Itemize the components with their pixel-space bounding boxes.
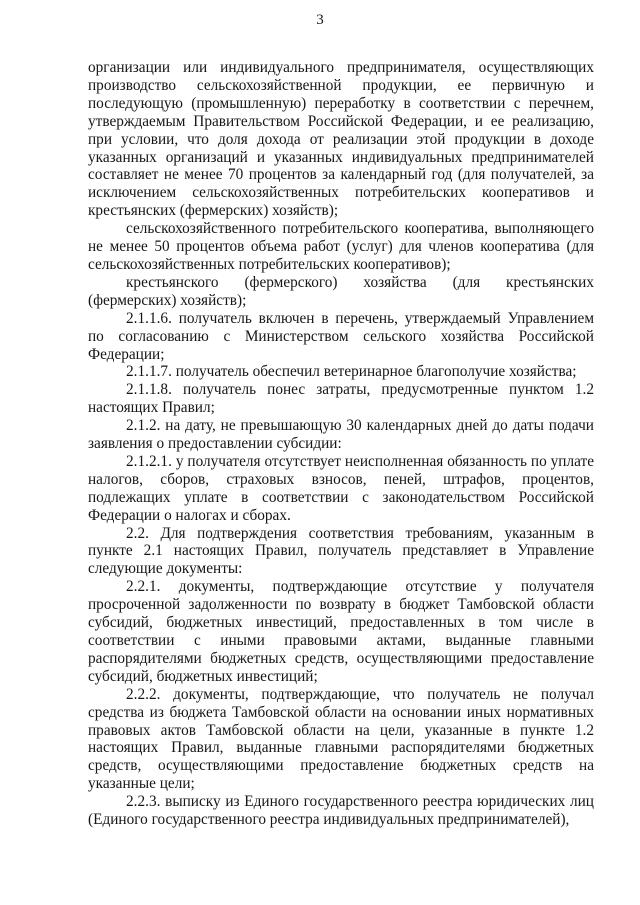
page-number: 3: [316, 12, 324, 28]
paragraph-2-2-2: 2.2.2. документы, подтверждающие, что получатель не получал средства из бюджета Тамбовской области на основании иных нормативных правовых актов Тамбовской области на цели, указанные в пункте 1.2 настоящих Правил, выданные главными распорядителями бюджетных средств, осуществляющими предоставление бюджетных средств на указанные цели;: [88, 685, 594, 793]
paragraph-2-2-3: 2.2.3. выписку из Единого государственного реестра юридических лиц (Единого государственного реестра индивидуальных предпринимателей),: [88, 793, 594, 829]
paragraph-2-2-1: 2.2.1. документы, подтверждающие отсутствие у получателя просроченной задолженности по возврату в бюджет Тамбовской области субсидий, бюджетных инвестиций, предоставленных в том числе в соответствии с иными правовыми актами, выданные главными распорядителями бюджетных средств, осуществляющими предоставление субсидий, бюджетных инвестиций;: [88, 578, 594, 685]
document-body: [88, 59, 594, 829]
paragraph-organization-condition: организации или индивидуального предпринимателя, осуществляющих производство сельскохозяйственной продукции, ее первичную и последующую (промышленную) переработку в соответствии с перечнем, утверждаемым Правительством Российской Федерации, и ее реализацию, при условии, что доля дохода от реализации этой продукции в доходе указанных организаций и указанных индивидуальных предпринимателей составляет не менее 70 процентов за календарный год (для получателей, за исключением сельскохозяйственных потребительских кооперативов и крестьянских (фермерских) хозяйств);: [88, 59, 594, 220]
paragraph-2-1-1-6: 2.1.1.6. получатель включен в перечень, утверждаемый Управлением по согласованию с Министерством сельского хозяйства Российской Федерации;: [88, 309, 594, 363]
paragraph-2-1-1-8: 2.1.1.8. получатель понес затраты, предусмотренные пунктом 1.2 настоящих Правил;: [88, 381, 594, 417]
paragraph-farm-condition: крестьянского (фермерского) хозяйства (для крестьянских (фермерских) хозяйств);: [88, 273, 594, 309]
paragraph-2-2: 2.2. Для подтверждения соответствия требованиям, указанным в пункте 2.1 настоящих Правил, получатель представляет в Управление следующие документы:: [88, 524, 594, 578]
paragraph-2-1-1-7: 2.1.1.7. получатель обеспечил ветеринарное благополучие хозяйства;: [126, 363, 577, 381]
paragraph-cooperative-condition: сельскохозяйственного потребительского кооператива, выполняющего не менее 50 процентов объема работ (услуг) для членов кооператива (для сельскохозяйственных потребительских кооперативов);: [88, 220, 594, 273]
paragraph-2-1-2-1: 2.1.2.1. у получателя отсутствует неисполненная обязанность по уплате налогов, сборов, страховых взносов, пеней, штрафов, процентов, подлежащих уплате в соответствии с законодательством Российской Федерации о налогах и сборах.: [88, 452, 594, 524]
paragraph-2-1-2: 2.1.2. на дату, не превышающую 30 календарных дней до даты подачи заявления о предоставлении субсидии:: [88, 417, 594, 453]
